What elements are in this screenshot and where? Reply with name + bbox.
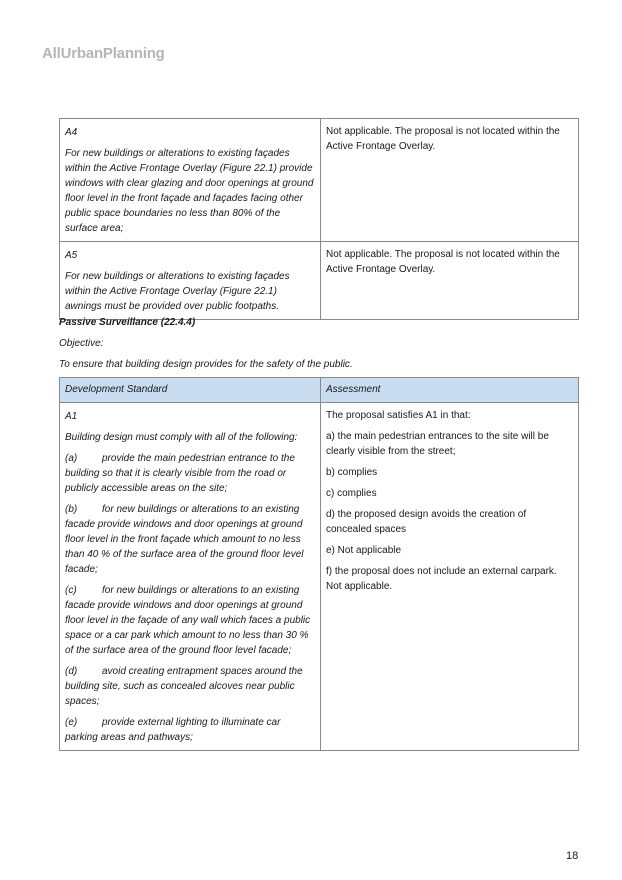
assessment-line: The proposal satisfies A1 in that: [326, 410, 471, 421]
standard-intro: Building design must comply with all of the following: [65, 432, 298, 443]
standard-text: For new buildings or alterations to existing façades within the Active Frontage Overlay (Figure 22.1) provide windows with clear glazing and door openings at ground floor level in the front façade and façades facing other public space boundaries no less than 80% of the surface area; [65, 148, 314, 234]
assessment-line: e) Not applicable [326, 545, 402, 556]
item-text: provide external lighting to illuminate car parking areas and pathways; [65, 717, 281, 743]
assessment-text: Not applicable. The proposal is not located within the Active Frontage Overlay. [326, 249, 560, 275]
active-frontage-table [59, 118, 579, 320]
item-label: (b) [65, 504, 78, 515]
assessment-text: Not applicable. The proposal is not located within the Active Frontage Overlay. [326, 126, 560, 152]
item-label: (d) [65, 666, 78, 677]
item-label: (c) [65, 585, 77, 596]
assessment-line: d) the proposed design avoids the creation of concealed spaces [326, 509, 527, 535]
column-header-assessment: Assessment [321, 378, 579, 403]
item-label: (a) [65, 453, 78, 464]
standard-code: A4 [65, 127, 78, 138]
column-header-standard: Development Standard [60, 378, 321, 403]
assessment-line: c) complies [326, 488, 377, 499]
objective-label: Objective: [59, 338, 104, 349]
standard-code: A1 [65, 411, 78, 422]
item-text: provide the main pedestrian entrance to the building so that it is clearly visible from the road or publicly accessible areas on the site; [65, 453, 295, 494]
logo: AllUrbanPlanning [42, 45, 165, 62]
objective-text: To ensure that building design provides for the safety of the public. [59, 359, 353, 370]
standard-item [65, 451, 315, 496]
standard-cell [60, 403, 321, 751]
standard-item [65, 583, 315, 658]
assessment-line: a) the main pedestrian entrances to the site will be clearly visible from the street; [326, 431, 549, 457]
assessment-line: f) the proposal does not include an external carpark. Not applicable. [326, 566, 557, 592]
section-title: Passive Surveillance (22.4.4) [59, 317, 196, 328]
page-number: 18 [566, 850, 579, 862]
table-header-row [60, 378, 579, 403]
standard-item [65, 715, 315, 745]
table-row [60, 119, 579, 242]
standard-code: A5 [65, 250, 78, 261]
standard-item [65, 664, 315, 709]
table-row [60, 242, 579, 320]
item-label: (e) [65, 717, 78, 728]
assessment-cell [321, 242, 579, 320]
standard-item [65, 502, 315, 577]
standard-cell [60, 119, 321, 242]
standard-text: For new buildings or alterations to existing façades within the Active Frontage Overlay (Figure 22.1) awnings must be provided over public footpaths. [65, 271, 290, 312]
assessment-cell [321, 119, 579, 242]
item-text: for new buildings or alterations to an existing facade provide windows and door openings at ground floor level in the front façade which amount to no less than 40 % of the surface area of the ground floor level facade; [65, 504, 304, 575]
item-text: for new buildings or alterations to an existing facade provide windows and door openings at ground floor level in the façade of any wall which faces a public space or a car park which amount to no less than 30 % of the surface area of the ground floor level facade; [65, 585, 311, 656]
item-text: avoid creating entrapment spaces around the building site, such as concealed alcoves near public spaces; [65, 666, 303, 707]
table-row [60, 403, 579, 751]
standard-cell [60, 242, 321, 320]
passive-surveillance-table [59, 377, 579, 751]
assessment-line: b) complies [326, 467, 378, 478]
assessment-cell [321, 403, 579, 751]
